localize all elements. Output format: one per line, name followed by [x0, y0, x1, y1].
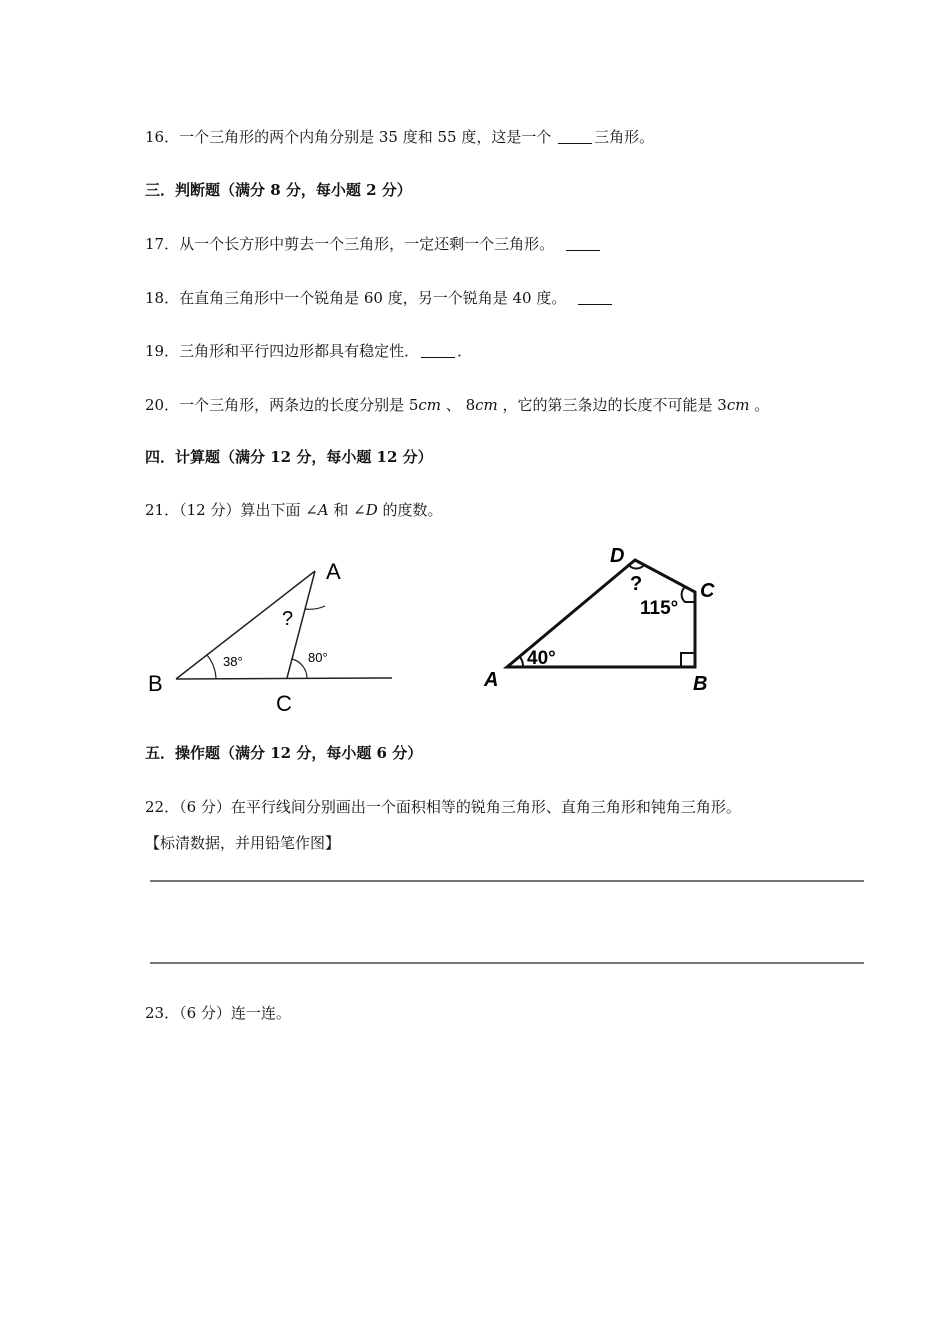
question-16 — [145, 126, 654, 147]
baseline-bc — [176, 678, 392, 679]
vertex-b-label: B — [693, 673, 708, 695]
side-ba — [176, 571, 315, 679]
vertex-c-label: C — [276, 691, 292, 716]
angle-d-label: D — [365, 501, 378, 519]
triangle-figure — [140, 550, 410, 720]
question-19-suffix: ． — [457, 342, 473, 360]
question-19-text: 19．三角形和平行四边形都具有稳定性． — [145, 342, 420, 360]
unit-cm-1: cm — [418, 396, 442, 414]
angle-a-label: A — [317, 501, 329, 519]
question-20-text-4: 。 — [749, 396, 770, 414]
question-23: 23．（6 分）连一连。 — [145, 1004, 291, 1022]
answer-blank-19[interactable] — [421, 343, 455, 358]
angle-c-value: 115° — [640, 598, 679, 619]
question-20-text-3: ，它的第三条边的长度不可能是 3 — [497, 396, 727, 414]
vertex-b-label: B — [148, 671, 163, 696]
quadrilateral-figure — [480, 540, 730, 700]
question-18-text: 18．在直角三角形中一个锐角是 60 度，另一个锐角是 40 度。 — [145, 289, 567, 307]
right-angle-mark-b — [681, 653, 695, 667]
question-21 — [145, 499, 443, 520]
vertex-d-label: D — [610, 545, 625, 567]
section-3-heading: 三．判断题（满分 8 分，每小题 2 分） — [145, 181, 412, 199]
question-17 — [145, 233, 602, 254]
parallel-line-bottom[interactable] — [150, 962, 864, 964]
question-18 — [145, 287, 614, 308]
unit-cm-2: cm — [475, 396, 498, 414]
question-19 — [145, 340, 472, 361]
question-21-text-1: 21．（12 分）算出下面 ∠ — [145, 501, 318, 519]
question-17-text: 17．从一个长方形中剪去一个三角形，一定还剩一个三角形。 — [145, 235, 555, 253]
vertex-c-label: C — [700, 580, 715, 602]
angle-c-value: 80° — [308, 650, 328, 665]
angle-a-value: 40° — [527, 648, 556, 669]
arc-angle-c — [292, 659, 307, 678]
question-20 — [145, 394, 769, 415]
answer-blank-17[interactable] — [566, 236, 600, 251]
unknown-angle-d: ? — [630, 573, 643, 595]
arc-angle-a — [305, 606, 325, 609]
section-4-heading: 四．计算题（满分 12 分，每小题 12 分） — [145, 448, 433, 466]
answer-blank-16[interactable] — [558, 129, 592, 144]
unit-cm-3: cm — [726, 396, 750, 414]
arc-angle-b — [207, 655, 216, 679]
question-21-text-2: 和 ∠ — [328, 501, 366, 519]
question-22-note: 【标清数据，并用铅笔作图】 — [145, 834, 341, 852]
answer-blank-18[interactable] — [578, 290, 612, 305]
parallel-line-top[interactable] — [150, 880, 864, 882]
unknown-angle-a: ? — [282, 608, 294, 630]
vertex-a-label: A — [484, 669, 499, 691]
question-20-text-2: 、 8 — [441, 396, 476, 414]
question-22: 22．（6 分）在平行线间分别画出一个面积相等的锐角三角形、直角三角形和钝角三角形。 — [145, 798, 741, 816]
question-20-text-1: 20．一个三角形，两条边的长度分别是 5 — [145, 396, 419, 414]
question-16-suffix: 三角形。 — [594, 128, 655, 146]
question-21-text-3: 的度数。 — [377, 501, 443, 519]
question-16-text: 16．一个三角形的两个内角分别是 35 度和 55 度，这是一个 — [145, 128, 557, 146]
vertex-a-label: A — [326, 559, 341, 584]
section-5-heading: 五．操作题（满分 12 分，每小题 6 分） — [145, 744, 423, 762]
angle-b-value: 38° — [223, 654, 243, 669]
